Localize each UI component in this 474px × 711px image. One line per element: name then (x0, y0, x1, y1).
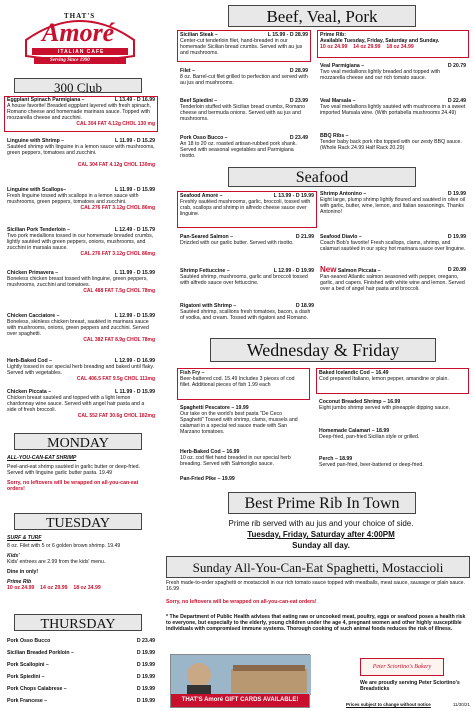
nutrition: CAL 552 FAT 30.6g CHOL 182mg (77, 413, 155, 419)
nutrition: CAL 406.5 FAT 9.5g CHOL 111mg (76, 376, 155, 382)
header-prime-text: Best Prime Rib In Town (244, 495, 400, 512)
header-beef-veal-pork (228, 5, 416, 27)
menu-item-eggplant: Eggplant Spinach Parmigiana – L 13.49 - D 16.99 A house favorite! Breaded eggplant layered with fresh spinach, Romano cheese and homemade marinara sauce. Topped with mozzarella cheese and zucchini. CAL 304 FAT 4.12g CHOL 130 mg (7, 97, 155, 127)
nutrition: CAL 304 FAT 4.12g CHOL 130mg (77, 162, 155, 168)
menu-item-pan-fried-pike: Pan-Fried Pike – 19.99 (180, 476, 235, 482)
header-monday (14, 433, 142, 450)
menu-item-veal-marsala: Veal Marsala – D 22.49 Two veal medallions lightly sautéed with mushrooms in a sweet imported Marsala wine. (With portabella mushrooms 24.49) (320, 98, 466, 116)
gift-card-promo (170, 654, 310, 708)
header-seafood-text: Seafood (295, 169, 349, 186)
menu-item-bbq-ribs: BBQ Ribs – Tender baby back pork ribs topped with our zesty BBQ sauce. (Whole Rack 24.99 Half Rack 20.29) (320, 133, 462, 151)
header-seafood (228, 167, 416, 187)
header-best-prime-rib (228, 492, 416, 514)
nutrition: CAL 488 FAT 7.5g CHOL 78mg (83, 288, 155, 294)
nutrition: CAL 382 FAT 8.9g CHOL 78mg (83, 337, 155, 343)
menu-item-shrimp-fettuccine: Shrimp Fettuccine – L 12.99 - D 19.99 Sautéed shrimp, mushrooms, garlic and broccoli tossed with alfredo sauce over fettuccine. (180, 268, 314, 286)
thursday-item-2: Pork Scallopini – D 19.99 (7, 662, 155, 668)
nutrition: CAL 276 FAT 3.12g CHOL 86mg (80, 251, 155, 257)
prime-rib-info (176, 518, 466, 551)
prime-rib-line1: Prime rib served with au jus and your choice of side. (228, 519, 414, 528)
prime-rib-line3: Sunday all day. (292, 541, 350, 550)
menu-item-coconut-shrimp: Coconut Breaded Shrimp – 16.99 Eight jumbo shrimp served with pineapple dipping sauce. (319, 399, 450, 411)
menu-item-sicilian-steak: Sicilian Steak – L 15.99 - D 28.99 Center-cut tenderloin filet, hand-breaded in our homemade Sicilian bread crumbs. Served with au jus and mushrooms. (180, 32, 308, 56)
amore-logo (20, 6, 140, 70)
header-tuesday-text: TUESDAY (45, 516, 111, 531)
logo-amore: Amoré (42, 18, 115, 47)
menu-item-herb-baked-cod-wf: Herb-Baked Cod – 16.99 10 oz. cod filet hand breaded in our special herb breading. Served with Salmoriglio sauce. (180, 449, 291, 467)
menu-item-chicken-piccata: Chicken Piccata – L 11.99 - D 15.99 Chicken breast sautéed and topped with a light lemon chardonnay wine sauce. Served with angel hair pasta and a side of fresh broccoli. CAL 552 FAT 30.6g CHOL 182mg (7, 389, 155, 419)
menu-item-linguine-shrimp: Linguine with Shrimp – L 11.99 - D 15.29 Sautéed shrimp with linguine in a lemon sauce with mushrooms, green peppers, tomatoes and zucchini. CAL 304 FAT 4.12g CHOL 130mg (7, 138, 155, 168)
menu-item-fish-fry: Fish Fry – Beer-battered cod. 15.49 Includes 3 pieces of cod fillet. Additional pieces of fish 1.99 each (180, 370, 295, 388)
menu-item-chicken-primavera: Chicken Primavera – L 11.99 - D 15.99 Boneless chicken breast tossed with linguine, green peppers, mushrooms, zucchini and tomatoes. CAL 488 FAT 7.5g CHOL 78mg (7, 270, 155, 294)
menu-item-herb-baked-cod: Herb-Baked Cod – L 12.99 - D 16.99 Lightly tossed in our special herb breading and baked until flaky. Served with vegetables. CAL 406.5 FAT 9.5g CHOL 111mg (7, 358, 155, 382)
thursday-item-0: Pork Osso Bucco D 23.49 (7, 638, 155, 644)
monday-special: ALL-YOU-CAN-EAT SHRIMP Peel-and-eat shrimp sautéed in garlic butter or deep-fried. Served with linguine garlic butter pasta. 19.49 Sorry, no leftovers will be wrapped on all-you-can-eat orders! (7, 455, 140, 492)
menu-item-veal-parmigiana: Veal Parmigiana – D 20.79 Two veal medallions lightly breaded and topped with mozzarella cheese and our rich tomato sauce. (320, 63, 466, 81)
header-thursday-text: THURSDAY (40, 617, 116, 632)
menu-item-calamari: Homemade Calamari – 18.99 Deep-fried, pan-fried Sicilian style or grilled. (319, 428, 420, 440)
menu-item-beef-spiedini: Beef Spiedini – D 23.99 Tenderloin stuffed with Sicilian bread crumbs, Romano cheese and bermuda onions. Served with au jus and mushrooms. (180, 98, 308, 122)
menu-item-pan-seared-salmon: Pan-Seared Salmon – D 21.99 Drizzled with our garlic butter. Served with risotto. (180, 234, 314, 246)
thursday-item-1: Sicilian Breaded Porkloin – D 19.99 (7, 650, 155, 656)
menu-item-filet: Filet – D 28.99 8 oz. Barrel-cut filet grilled to perfection and served with au jus and mushrooms. (180, 68, 308, 86)
restaurant-photo (171, 655, 311, 695)
menu-item-chicken-cacciatore: Chicken Cacciatore – L 12.99 - D 15.99 Boneless, skinless chicken breast, sautéed in marinara sauce with mushrooms, onions, green peppers and zucchini. Served over spaghetti. CAL 382 FAT 8.9g CHOL 78mg (7, 313, 155, 343)
menu-item-spaghetti-pescatore: Spaghetti Pescatore – 19.99 Our take on the world's best pasta "De Ceco Spaghetti" Tossed with shrimp, clams, mussels and calamari in a special red sauce made with San Marzano tomatoes. (180, 405, 298, 435)
header-300-club (14, 78, 142, 93)
menu-item-prime-rib: Prime Rib: Available Tuesday, Friday, Saturday and Sunday. 10 oz 24.99 14 oz 29.99 18 oz 34.99 (320, 32, 440, 50)
header-300-club-text: 300 Club (53, 80, 103, 95)
menu-item-rigatoni-shrimp: Rigatoni with Shrimp – D 18.99 Sautéed shrimp, scallions fresh tomatoes, bacon, a dash of vodka, and cream. Tossed with rigatoni and Romano. (180, 303, 314, 321)
thursday-item-5: Pork Francese – D 19.99 (7, 698, 155, 704)
menu-item-seafood-diavlo: Seafood Diavlo – D 19.99 Coach Bob's favorite! Fresh scallops, clams, shrimp, and calamari sautéed in our spicy hot marinara sauce over linguine. (320, 234, 466, 252)
bakery-logo: Peter Sciortino's Bakery (360, 658, 444, 676)
nutrition: CAL 304 FAT 4.12g CHOL 130 mg (76, 121, 155, 127)
menu-item-pork-tenderloin: Sicilian Pork Tenderloin – L 12.49 - D 15.79 Two pork medallions tossed in our homemade breaded crumbs, lightly sautéed with green peppers, onions, mushrooms, and zucchini in marsala sauce. CAL 276 FAT 3.12g CHOL 86mg (7, 227, 155, 257)
header-wednesday-friday (210, 338, 436, 362)
prime-rib-line2: Tuesday, Friday, Saturday after 4:00PM (247, 530, 395, 539)
header-monday-text: MONDAY (47, 436, 109, 451)
menu-item-perch: Perch – 18.99 Served pan-fried, beer-battered or deep-fried. (319, 456, 424, 468)
header-sunday-text: Sunday All-You-Can-Eat Spaghetti, Mostaccioli (192, 560, 444, 575)
prices-note: Prices subject to change without notice 11/30/21 (346, 702, 470, 707)
menu-item-icelandic-cod: Baked Icelandic Cod – 16.49 Cod prepared Italiano, lemon pepper, amandine or plain. (319, 370, 449, 382)
header-thursday (14, 614, 142, 631)
menu-item-salmon-piccata: New Salmon Piccata – D 20.99 Pan-seared Atlantic salmon seasoned with pepper, oregano, garlic, and capers. Finished with white wine and lemon. Served over a bed of angel hair pasta and broccoli. (320, 265, 466, 292)
new-badge: New (320, 265, 337, 274)
logo-thats: THAT'S (64, 12, 96, 20)
header-tuesday (14, 513, 142, 530)
thursday-item-3: Pork Spiedini – D 19.99 (7, 674, 155, 680)
health-warning: * The Department of Public Health advises that eating raw or uncooked meat, poultry, eggs or seafood poses a health risk to everyone, but especially to the elderly, young children under the age 4, pregnant women and other highly susceptible individuals with compromised immune systems. Thorough cooking of such animal foods reduces the risk of illness. (166, 614, 466, 632)
header-bvp-text: Beef, Veal, Pork (266, 7, 378, 26)
tuesday-special: SURF & TURF 8 oz. Filet with 5 or 6 golden brown shrimp. 19.49 Kids' Kids' entrees are 2.99 from the kids' menu. Dine in only! Prime Rib 10 oz 24.99 14 oz 29.99 18 oz 34.99 (7, 535, 121, 591)
header-wf-text: Wednesday & Friday (246, 340, 400, 360)
menu-item-seafood-amore: Seafood Amoré – L 13.99 - D 19.99 Freshly sautéed mushrooms, garlic, broccoli, tossed with crab, scallops and shrimp in alfredo cheese sauce over linguine. (180, 193, 314, 217)
thursday-item-4: Pork Chops Calabrese – D 19.99 (7, 686, 155, 692)
sunday-note: Sorry, no leftovers will be wrapped on all-you-can-eat orders! (166, 599, 317, 605)
logo-italian-cafe: ITALIAN CAFE (58, 49, 105, 55)
menu-item-shrimp-antonino: Shrimp Antonino – D 19.99 Eight large, plump shrimp lightly floured and sautéed in olive oil with garlic, butter, wine, lemon, and Italian seasonings. Thanks Antonino! (320, 191, 466, 215)
gift-card-text: THAT'S Amoré GIFT CARDS AVAILABLE! (171, 694, 309, 707)
nutrition: CAL 276 FAT 3.12g CHOL 86mg (80, 205, 155, 211)
logo-serving-since: Serving Since 1990 (50, 58, 90, 63)
menu-item-linguine-scallops: Linguine with Scallops– L 11.99 - D 15.99 Fresh linguine tossed with scallops in a lemon sauce with mushrooms, green peppers, tomatoes and zucchini. CAL 276 FAT 3.12g CHOL 86mg (7, 187, 155, 211)
breadsticks-note: We are proudly serving Peter Sciortino's Breadsticks (360, 680, 460, 692)
header-sunday (166, 556, 470, 578)
menu-item-pork-osso-bucco: Pork Osso Bucco – D 23.49 An 18 to 20 oz. roasted artisan-rubbed pork shank. Served with seasonal vegetables and Parmigiana risotto. (180, 135, 308, 159)
sunday-desc: Fresh made-to-order spaghetti or mostaccioli in our rich tomato sauce topped with meatballs, meat sauce, sausage or plain sauce. 16.99 (166, 580, 466, 592)
